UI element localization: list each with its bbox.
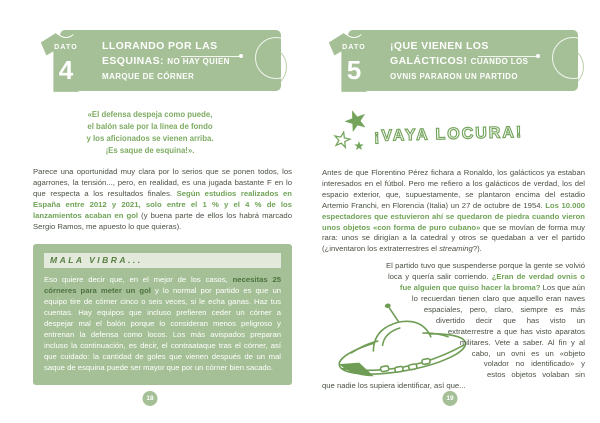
quote-line: «El defensa despeja como puede, — [87, 110, 213, 119]
text-segment: y lo normal por partido es que un equipo tire de córner cinco o seis veces, si le echa ganas. Haz tus cuentas. Hay equipos que incluso prefieren ceder un córner a despejar mal el balón porque lo consideran menos peligroso y entrenan la defensa como locos. Los más avispados preparan incluso la continuación, es decir, el contraataque tras el córner, así que cuidado: la cantidad de goles que vienen después de un mal saque de esquina puede ser mayor que por un córner bien sacado. — [44, 286, 281, 372]
title-sub: CUANDO LOS OVNIS PARARON UN PARTIDO — [390, 57, 529, 81]
callout-text — [44, 275, 281, 373]
text-segment: El partido tuvo que suspenderse porque la gente se volvió loca y quería salir corriendo. — [385, 261, 585, 282]
text-segment: Antes de que Florentino Pérez fichara a Ronaldo, los galácticos ya estaban interesados en el fútbol. Pero me refiero a los galácticos de verdad, los del espacio exterior, que, supuestamente, se plantaron encima del estadio Artemio Franchi, en Florencia (Italia) un 27 de octubre de 1954. — [322, 168, 585, 210]
page-right — [300, 0, 600, 423]
text-segment: Parece una oportunidad muy clara por lo serios que se ponen todos, los agarrones, la tensión..., pero, en realidad, es una jugada bastante F en lo que respecta a los resultados finales. — [33, 167, 292, 198]
ball-orbit-circle-icon — [552, 37, 578, 79]
chapter-title-box — [348, 30, 578, 91]
text-segment: ?). — [472, 244, 482, 254]
jersey-icon — [326, 30, 382, 96]
ball-orbit-line — [181, 56, 241, 57]
text-segment: Eso quiere decir que, en el mejor de los casos, — [44, 275, 233, 285]
page-number-badge — [143, 391, 158, 406]
text-segment: (y buena parte de ellos los habrá marcado Sergio Ramos, me apuesto lo que quieras). — [33, 210, 292, 231]
quote-line: el balón sale por la línea de fondo — [87, 122, 213, 131]
dato-label: DATO — [54, 44, 78, 51]
chapter-title — [390, 38, 544, 83]
text-segment: que se movían de forma muy rara: unos se dirigían a la catedral y otros se quedaban a ver el partido (¿inventaron los extraterrestres el — [322, 222, 586, 254]
jersey-icon — [38, 30, 94, 96]
chapter-title — [102, 38, 247, 83]
quote-line: ¡Es saque de esquina!». — [105, 146, 195, 155]
text-segment: Los que aún lo recuerdan tienen claro que aquello eran naves espaciales, pero, claro, siempre es más divertido decir que has visto un extraterrestre a que has visto aparatos militares. Vete a saber. Al fin y al cabo, un ovni es un «objeto volador no identificado» y estos objetos volaban sin que nadie los supiera identificar, así que... — [322, 283, 585, 391]
dato-number: 5 — [346, 54, 362, 85]
callout-box — [33, 244, 292, 384]
title-main: ¡QUE VIENEN LOS GALÁCTICOS! — [390, 40, 489, 67]
page-number: 19 — [446, 395, 454, 402]
highlight-segment: ¿Eran de verdad ovnis o fue alguien que quiso hacer la broma? — [399, 272, 585, 293]
body-paragraph — [33, 167, 292, 232]
ball-orbit-line — [478, 56, 538, 57]
chapter-header-left — [38, 30, 281, 96]
highlight-segment: Los 10.000 espectadores que estuvieron ahí se quedaron de piedra cuando vieron unos objetos «con forma de puro cubano» — [322, 200, 585, 232]
dato-number: 4 — [58, 54, 74, 85]
title-sub: NO HAY QUIEN MARQUE DE CÓRNER — [102, 57, 230, 81]
italic-segment: streaming — [439, 244, 473, 254]
ball-orbit-dot — [239, 54, 243, 58]
ball-orbit-dot — [536, 54, 540, 58]
chapter-header-right — [326, 30, 578, 96]
title-main: LLORANDO POR LAS ESQUINAS: — [102, 40, 218, 67]
highlight-segment: necesitas 25 córneres para meter un gol — [44, 275, 282, 296]
page-number-badge — [443, 391, 458, 406]
exclamation-sticker — [332, 112, 600, 162]
body-paragraph — [322, 261, 585, 392]
ball-orbit-circle-icon — [255, 37, 281, 79]
body-paragraph — [322, 168, 585, 255]
page-number: 18 — [146, 395, 154, 402]
quote-line: y los aficionados se vienen arriba. — [86, 134, 214, 143]
pull-quote — [30, 109, 270, 157]
highlight-segment: Según estudios realizados en España entre 2012 y 2021, solo entre el 1 % y el 4 % de los lanzamientos acaban en gol — [33, 188, 292, 220]
dato-label: DATO — [342, 44, 366, 51]
stars-icon — [332, 108, 378, 160]
callout-title: MALA VIBRA... — [44, 253, 281, 268]
exclamation-text: ¡VAYA LOCURA! — [373, 124, 524, 145]
